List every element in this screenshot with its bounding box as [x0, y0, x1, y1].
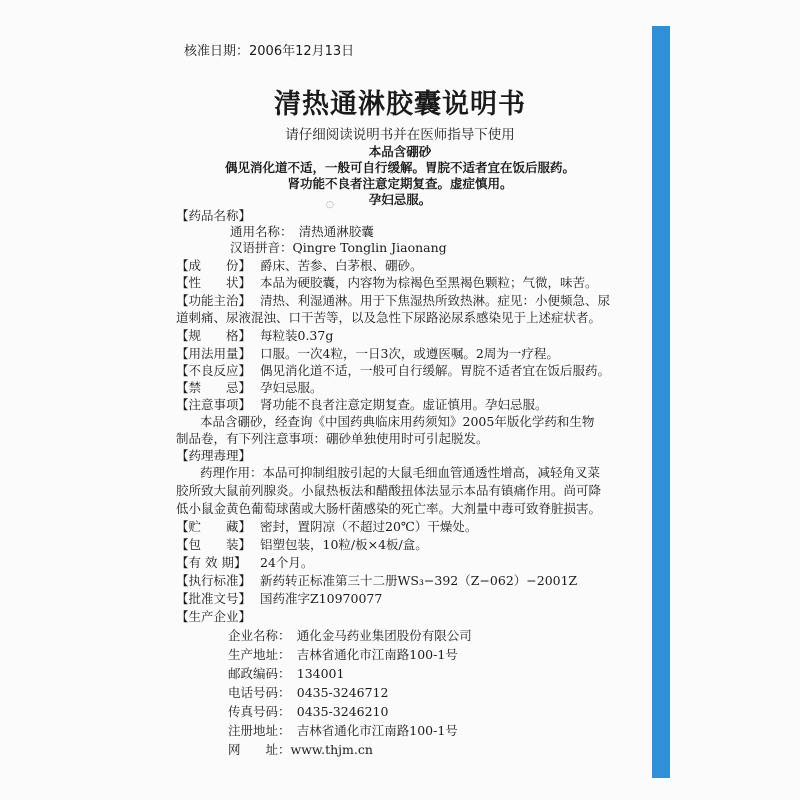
section-label: 【规 格】	[176, 328, 252, 343]
section-label: 【用法用量】	[176, 346, 252, 361]
section-usage	[176, 344, 559, 362]
section-package	[176, 535, 428, 553]
section-text: 偶见消化道不适，一般可自行缓解。胃脘不适者宜在饭后服药。	[260, 363, 611, 378]
section-label: 【禁 忌】	[176, 380, 252, 395]
maker-address: 生产地址： 吉林省通化市江南路100-1号	[228, 647, 458, 662]
warning-line: 本品含硼砂	[368, 144, 432, 159]
page-title: 清热通淋胶囊说明书	[274, 89, 526, 120]
section-label: 【执行标准】	[176, 573, 252, 588]
section-text: 铝塑包装，10粒/板×4板/盒。	[260, 537, 428, 552]
section-label: 【有 效 期】	[176, 555, 247, 570]
section-approval-number	[176, 589, 382, 607]
section-precautions	[176, 395, 548, 413]
section-label: 【注意事项】	[176, 397, 252, 412]
subtitle: 请仔细阅读说明书并在医师指导下使用	[285, 127, 515, 143]
section-indications	[176, 291, 610, 309]
approval-date: 核准日期：2006年12月13日	[184, 44, 355, 59]
section-text: 爵床、苦参、白茅根、硼砂。	[260, 258, 423, 273]
warning-line: 孕妇忌服。	[368, 192, 432, 207]
section-text: 本品为硬胶囊，内容物为棕褐色至黑褐色颗粒；气微，味苦。	[260, 275, 598, 290]
blue-edge-strip	[652, 26, 670, 778]
section-label: 【批准文号】	[176, 591, 252, 606]
postcode: 邮政编码： 134001	[228, 666, 345, 681]
section-validity	[176, 553, 313, 571]
section-text: 密封，置阴凉（不超过20℃）干燥处。	[260, 519, 478, 534]
maker-name: 企业名称： 通化金马药业集团股份有限公司	[228, 628, 472, 643]
scan-speck: ◌	[326, 200, 334, 210]
phone: 电话号码： 0435-3246712	[228, 685, 389, 700]
section-label: 【性 状】	[176, 275, 252, 290]
section-label: 【药理毒理】	[176, 448, 252, 463]
common-name: 通用名称： 清热通淋胶囊	[230, 224, 374, 239]
pharmacology-text: 药理作用：本品可抑制组胺引起的大鼠毛细血管通透性增高，减轻角叉菜	[200, 465, 601, 480]
section-spec	[176, 326, 333, 344]
section-label: 【生产企业】	[176, 609, 252, 624]
section-label: 【功能主治】	[176, 293, 252, 308]
section-text: 口服。一次4粒，一日3次，或遵医嘱。2周为一疗程。	[260, 346, 559, 361]
section-text: 24个月。	[260, 555, 314, 570]
warning-line: 偶见消化道不适，一般可自行缓解。胃脘不适者宜在饭后服药。	[224, 160, 575, 175]
section-contraindications	[176, 378, 323, 396]
indications-cont: 道刺痛、尿液混浊、口干苦等，以及急性下尿路泌尿系感染见于上述症状者。	[176, 310, 602, 325]
warning-line: 肾功能不良者注意定期复查。虚症慎用。	[287, 176, 513, 191]
pinyin-name: 汉语拼音：Qingre Tonglin Jiaonang	[230, 240, 447, 255]
section-composition	[176, 256, 423, 274]
pharmacology-text: 低小鼠金黄色葡萄球菌或大肠杆菌感染的死亡率。大剂量中毒可致脊脏损害。	[176, 501, 602, 516]
section-manufacturer	[176, 607, 251, 625]
section-properties	[176, 273, 598, 291]
section-text: 每粒装0.37g	[260, 328, 334, 343]
section-text: 清热、利湿通淋。用于下焦湿热所致热淋。症见：小便频急、尿	[260, 293, 611, 308]
section-text: 孕妇忌服。	[260, 380, 323, 395]
precautions-cont: 本品含硼砂，经查询《中国药典临床用药须知》2005年版化学药和生物	[200, 414, 595, 429]
section-storage	[176, 517, 477, 535]
registered-address: 注册地址： 吉林省通化市江南路100-1号	[228, 723, 458, 738]
precautions-cont: 制品卷，有下列注意事项：硼砂单独使用时可引起脱发。	[176, 431, 489, 446]
section-label: 【贮 藏】	[176, 519, 252, 534]
section-label: 【药品名称】	[176, 208, 252, 223]
section-label: 【包 装】	[176, 537, 252, 552]
section-pharmacology	[176, 446, 251, 464]
fax: 传真号码： 0435-3246210	[228, 704, 389, 719]
section-text: 新药转正标准第三十二册WS₃−392（Z−062）−2001Z	[260, 573, 578, 588]
pharmacology-text: 胶所致大鼠前列腺炎。小鼠热板法和醋酸扭体法显示本品有镇痛作用。尚可降	[176, 483, 602, 498]
website: 网 址：www.thjm.cn	[228, 742, 373, 757]
section-text: 肾功能不良者注意定期复查。虚证慎用。孕妇忌服。	[260, 397, 548, 412]
section-standard	[176, 571, 577, 589]
section-text: 国药准字Z10970077	[260, 591, 383, 606]
section-label: 【成 份】	[176, 258, 252, 273]
section-label: 【不良反应】	[176, 363, 252, 378]
section-adverse	[176, 361, 610, 379]
